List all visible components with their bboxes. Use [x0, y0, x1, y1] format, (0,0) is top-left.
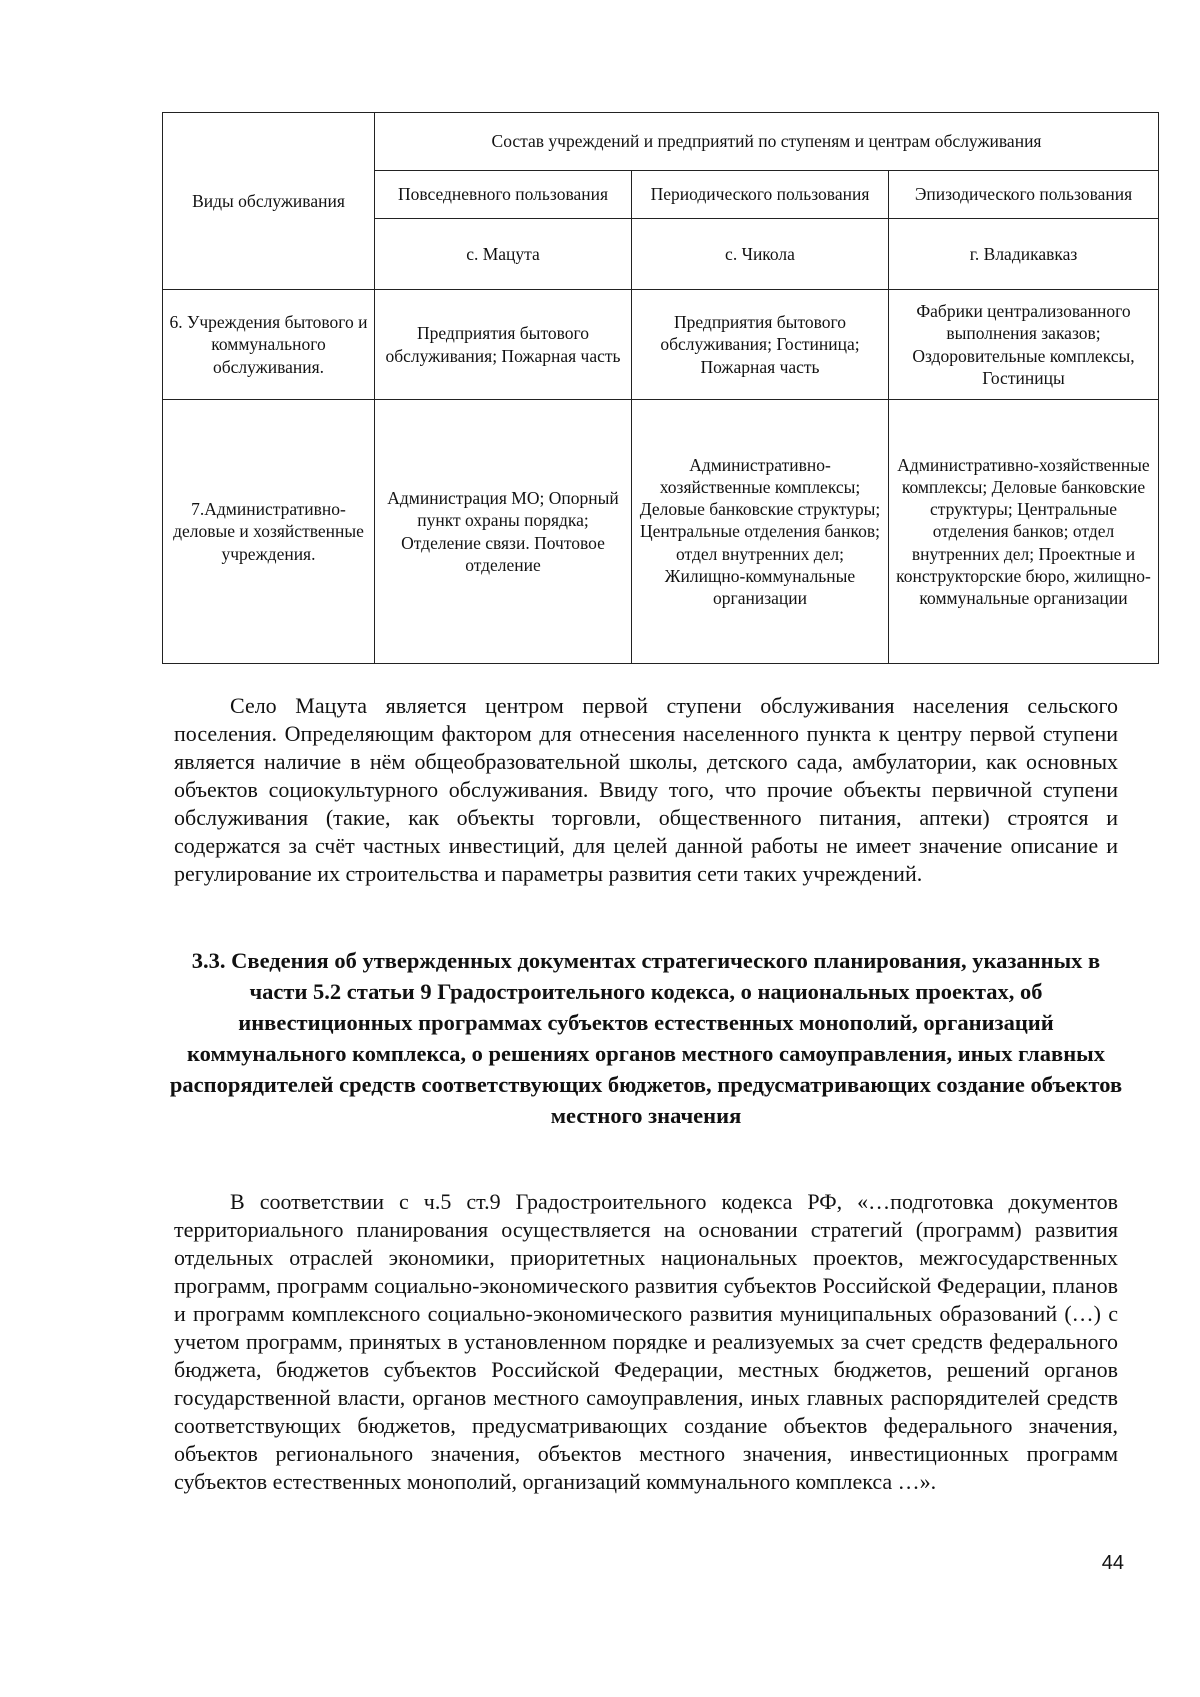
header-level-daily: Повседневного пользования	[375, 171, 632, 219]
row-periodic-cell: Предприятия бытового обслуживания; Гостиница; Пожарная часть	[632, 290, 889, 400]
header-center-vladikavkaz: г. Владикавказ	[889, 219, 1159, 290]
header-center-matsuta: с. Мацута	[375, 219, 632, 290]
paragraph-town-planning-code: В соответствии с ч.5 ст.9 Градостроительного кодекса РФ, «…подготовка документов территориального планирования осуществляется на основании стратегий (программ) развития отдельных отраслей экономики, приоритетных национальных проектов, межгосударственных программ, программ социально-экономического развития субъектов Российской Федерации, планов и программ комплексного социально-экономического развития муниципальных образований (…) с учетом программ, принятых в установленном порядке и реализуемых за счет средств федерального бюджета, бюджетов субъектов Российской Федерации, местных бюджетов, решений органов государственной власти, органов местного самоуправления, иных главных распорядителей средств соответствующих бюджетов, предусматривающих создание объектов федерального значения, объектов регионального значения, объектов местного значения, инвестиционных программ субъектов естественных монополий, организаций коммунального комплекса …».	[174, 1189, 1118, 1494]
row-daily-cell: Администрация МО; Опорный пункт охраны порядка; Отделение связи. Почтовое отделение	[375, 400, 632, 664]
paragraph-matsuta-center: Село Мацута является центром первой ступени обслуживания населения сельского поселения. Определяющим фактором для отнесения населенного пункта к центру первой ступени является наличие в нём общеобразовательной школы, детского сада, амбулатории, как основных объектов социокультурного обслуживания. Ввиду того, что прочие объекты первичной ступени обслуживания (такие, как объекты торговли, общественного питания, аптеки) строятся и содержатся за счёт частных инвестиций, для целей данной работы не имеет значение описание и регулирование их строительства и параметры развития сети таких учреждений.	[174, 693, 1118, 886]
row-periodic-cell: Административно-хозяйственные комплексы; Деловые банковские структуры; Центральные отделения банков; отдел внутренних дел; Жилищно-коммунальные организации	[632, 400, 889, 664]
header-service-types: Виды обслуживания	[163, 113, 375, 290]
row-service-type: 7.Административно-деловые и хозяйственные учреждения.	[163, 400, 375, 664]
row-episodic-cell: Административно-хозяйственные комплексы; Деловые банковские структуры; Центральные отделения банков; отдел внутренних дел; Проектные и конструкторские бюро, жилищно-коммунальные организации	[889, 400, 1159, 664]
table-row	[163, 290, 1159, 400]
service-table	[162, 112, 1159, 664]
header-level-episodic: Эпизодического пользования	[889, 171, 1159, 219]
table-row	[163, 400, 1159, 664]
header-center-chikola: с. Чикола	[632, 219, 889, 290]
row-service-type: 6. Учреждения бытового и коммунального обслуживания.	[163, 290, 375, 400]
section-heading-3-3: 3.3. Сведения об утвержденных документах стратегического планирования, указанных в части 5.2 статьи 9 Градостроительного кодекса, о национальных проектах, об инвестиционных программах субъектов естественных монополий, организаций коммунального комплекса, о решениях органов местного самоуправления, иных главных распорядителей средств соответствующих бюджетов, предусматривающих создание объектов местного значения	[169, 948, 1123, 1128]
header-level-periodic: Периодического пользования	[632, 171, 889, 219]
header-group: Состав учреждений и предприятий по ступеням и центрам обслуживания	[375, 113, 1159, 171]
row-episodic-cell: Фабрики централизованного выполнения заказов; Оздоровительные комплексы, Гостиницы	[889, 290, 1159, 400]
row-daily-cell: Предприятия бытового обслуживания; Пожарная часть	[375, 290, 632, 400]
page-number: 44	[1101, 1552, 1124, 1574]
